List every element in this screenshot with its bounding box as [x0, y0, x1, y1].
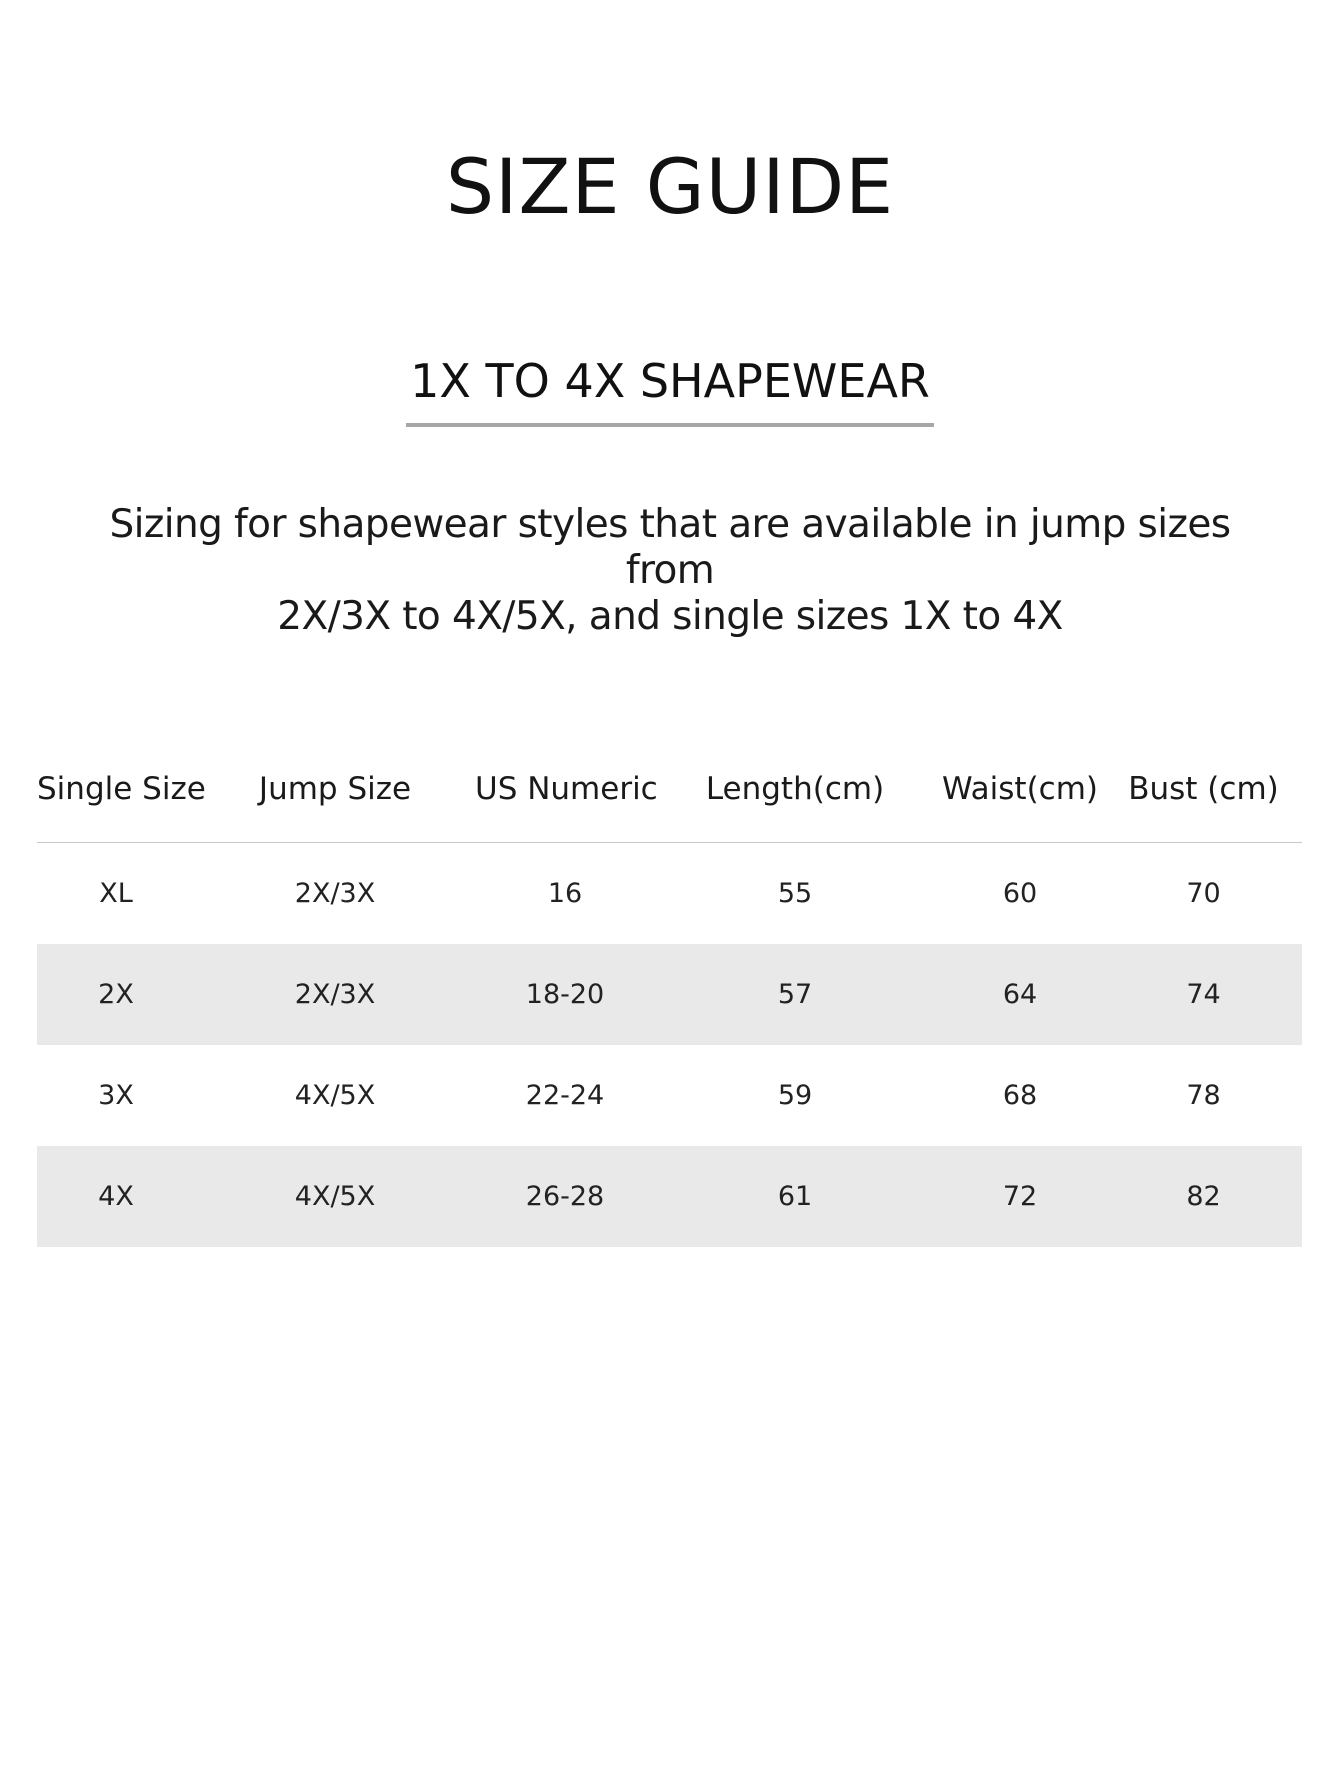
table-row — [37, 1045, 1302, 1146]
header-bust: Bust (cm) — [1128, 771, 1279, 807]
cell-waist: 64 — [1002, 979, 1038, 1010]
cell-us-numeric: 22-24 — [525, 1080, 605, 1111]
header-us-numeric: US Numeric — [475, 771, 658, 807]
table-row — [37, 843, 1302, 944]
table-header-row — [37, 736, 1302, 843]
cell-jump-size: 2X/3X — [294, 878, 376, 909]
cell-length: 59 — [777, 1080, 813, 1111]
size-table — [37, 736, 1302, 1247]
description — [60, 502, 1280, 640]
cell-bust: 74 — [1186, 979, 1221, 1010]
cell-length: 55 — [777, 878, 813, 909]
cell-jump-size: 4X/5X — [294, 1080, 376, 1111]
cell-jump-size: 2X/3X — [294, 979, 376, 1010]
table-row — [37, 1146, 1302, 1247]
section-title: 1X TO 4X SHAPEWEAR — [410, 354, 930, 408]
cell-us-numeric: 16 — [547, 878, 583, 909]
page-title: SIZE GUIDE — [445, 142, 895, 231]
cell-bust: 70 — [1186, 878, 1221, 909]
header-jump-size: Jump Size — [258, 771, 412, 807]
cell-us-numeric: 18-20 — [525, 979, 605, 1010]
section-underline — [406, 423, 934, 427]
cell-single-size: 3X — [98, 1080, 134, 1111]
description-line-2: 2X/3X to 4X/5X, and single sizes 1X to 4X — [277, 594, 1063, 639]
header-length: Length(cm) — [705, 771, 885, 807]
header-waist: Waist(cm) — [941, 771, 1098, 807]
cell-waist: 60 — [1002, 878, 1038, 909]
cell-bust: 82 — [1186, 1181, 1221, 1212]
cell-single-size: 2X — [98, 979, 134, 1010]
cell-single-size: XL — [99, 878, 133, 909]
header-single-size: Single Size — [37, 771, 206, 807]
description-line-1: Sizing for shapewear styles that are available in jump sizes from — [109, 502, 1231, 593]
table-row — [37, 944, 1302, 1045]
cell-bust: 78 — [1186, 1080, 1221, 1111]
cell-us-numeric: 26-28 — [525, 1181, 605, 1212]
cell-waist: 68 — [1002, 1080, 1038, 1111]
cell-single-size: 4X — [98, 1181, 134, 1212]
cell-length: 57 — [777, 979, 813, 1010]
cell-waist: 72 — [1002, 1181, 1038, 1212]
cell-jump-size: 4X/5X — [294, 1181, 376, 1212]
cell-length: 61 — [777, 1181, 813, 1212]
